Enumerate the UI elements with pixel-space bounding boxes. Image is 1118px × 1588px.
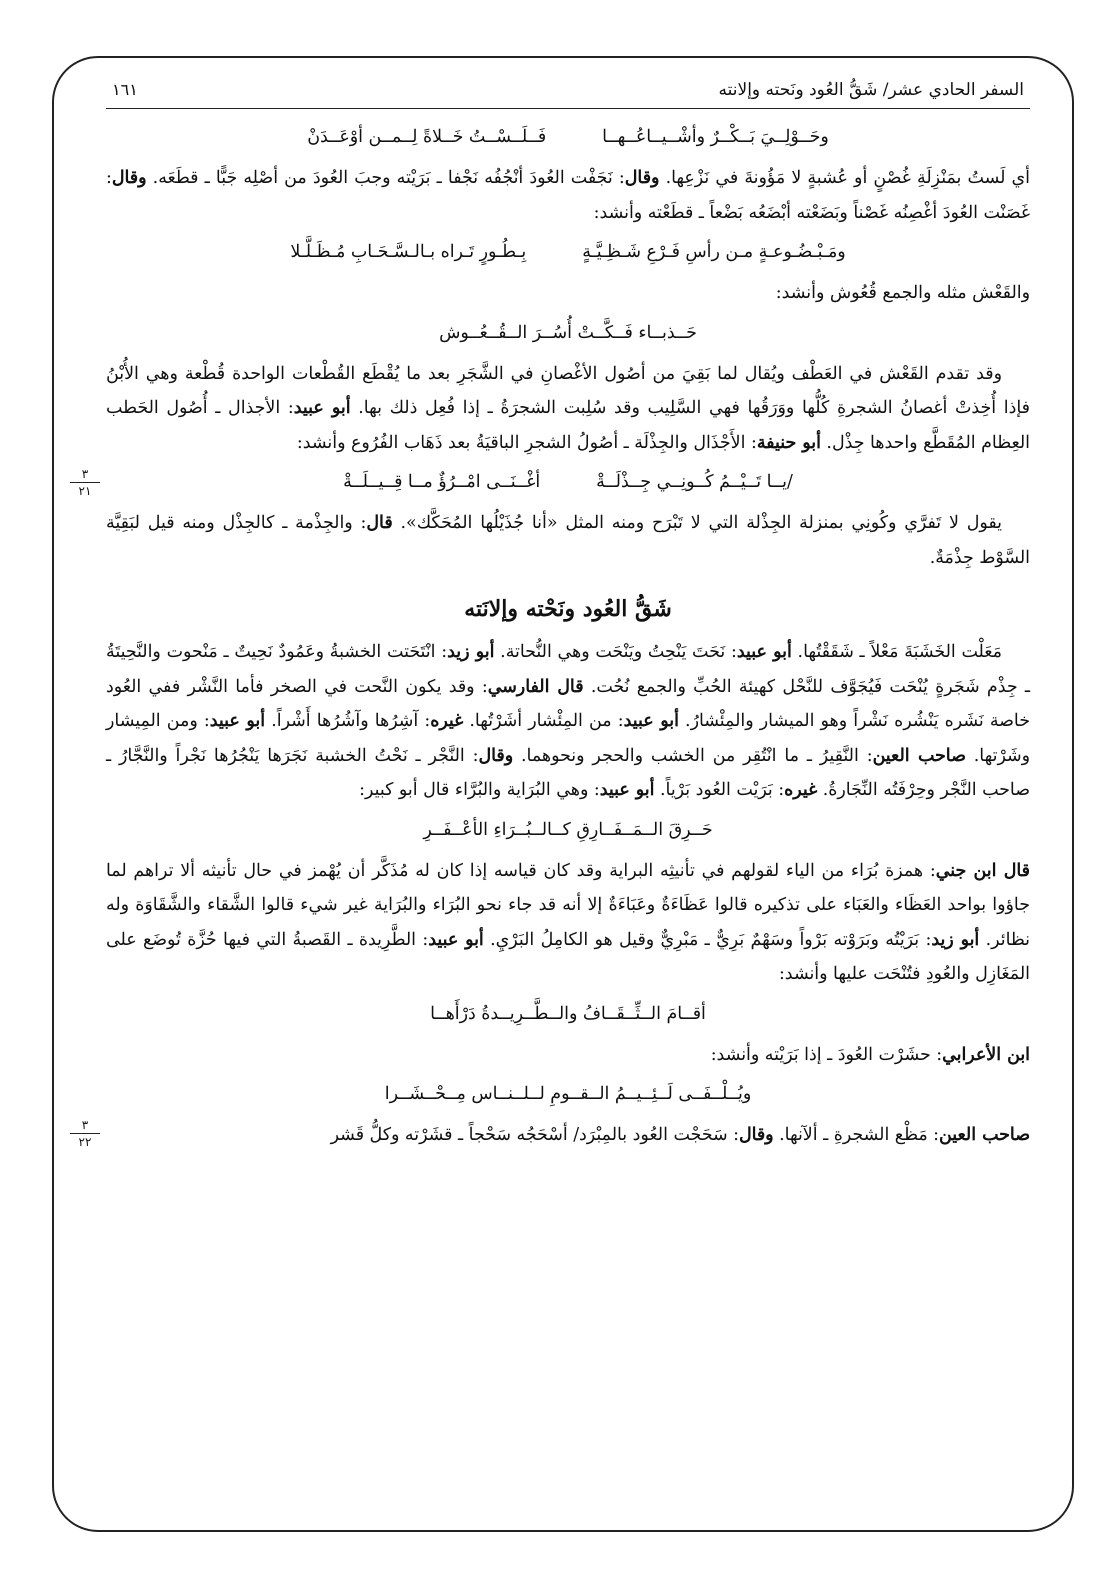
prose-text: : نَحَتَ يَنْحِتُ ويَنْحَت وهي النُّحاتة. (494, 642, 737, 662)
prose-text: : بَرَيْت العُود بَرْياً. (654, 780, 785, 800)
folio-volume: ٣ (70, 468, 100, 483)
prose-text: وقد تقدم القَعْش في العَطْف ويُقال لما بَقِيَ من أصُول الأغْصانِ في الشَّجَرِ بعد ما يُقْطَع القُطْعات الواحدة قُطْعة وهي الأُبْنُ فإذا أُخِذتْ أغصانُ الشجرةِ كُلُّها ووَرَقُها فهي السَّلِيب وقد سُلِبت الشجرَةُ ـ إذا فُعِل ذلك بها. (106, 363, 1030, 418)
verse-hemistich-first: وحَــوْلِــيَ بَــكْــرٌ وأشْــيــاعُــهــا (602, 127, 829, 147)
section-heading: شَقُّ العُود ونَحْته وإلانَته (464, 596, 672, 622)
document-body (106, 109, 1030, 1153)
verse-hemistich: حَــذبــاء فَــكَّــتْ أُسُــرَ الــقُــعُــوش (439, 322, 697, 343)
prose-text: : حشَرْت العُودَ ـ إذا بَرَيْته وأنشد: (710, 1044, 943, 1065)
prose-text: : همزة بُرَاء من الياء لقولهم في تأنيثِه البراية وقد كان قياسه إذا كان له مُذَكَّر أن يُهْمز في حال تأنيثه ألا تراهم لما جاؤوا بواحد العَظَاء والعَبَاء على تذكيره قالوا عَظَاءَةٌ وعَبَاءَةٌ إلا أنه قد جاء نحو البُرَاء والبُرَاية غير شيء قالوا الشَّقاء والشَّقَاوَة وله نظائر. (106, 860, 1031, 950)
verse-hemistich-first: ومَـبْـضُـوعـةٍ مـن رأسِ فَـرْعِ شَـظِـيَّـةٍ (582, 242, 846, 262)
verse-line (106, 315, 1030, 351)
verse-line (106, 1076, 1030, 1112)
verse-hemistich-first: /يــا تَــيْــمُ كُــونِــي جِــذْلَــةْ (596, 472, 793, 492)
prose-text: : نَجَفْت العُودَ أنْجُفُه نَجْفا ـ بَرَيْته وجبَ العُودَ من أصْلِه جَبًّا ـ قطَعَه. (146, 168, 625, 188)
verse-line (106, 812, 1030, 848)
prose-text: : انْتَحَتت الخشبةُ وعَمُودٌ نَحِيتٌ ـ مَنْحوت والنَّحِيتَةُ ـ جِذْم شَجَرةٍ يُنْحَت فَيُجَوَّف للنَّحْل كهيئة الحُبِّ والجمع نُحُت. (106, 642, 1030, 697)
prose-text: : والجِذْمة ـ كالجِذْل ومنه قيل لبَقِيَّة السَّوْط جِذْمَةٌ. (106, 513, 1030, 568)
prose-text: : وقد يكون النَّحت في الصخر فأما النَّشْر ففي العُود خاصة نَشَره يَنْشُره نَشْراً وهو الميشار والمِئْشارُ. (106, 676, 1030, 731)
speaker-name: وقال (111, 168, 147, 188)
prose-paragraph (106, 1038, 1030, 1073)
speaker-name: أبو عبيد (428, 929, 484, 950)
prose-text: : وهي البُرَاية والبُرَّاء قال أبو كبير: (359, 780, 600, 800)
verse-hemistich-second: أغْــنَــى امْــرُؤٌ مــا قِــيــلَــةْ (343, 472, 541, 492)
prose-text: : النَّجْر ـ نَحْتُ الخشبة نَجَرَها يَنْجُرُها نَجْراً والنَّجَّارُ ـ صاحب النَّجْر وحِرْفَتُه النِّجَارةُ. (106, 745, 1030, 800)
prose-text: : سَحَجْت العُود بالمِبْرَد/ أسْحَجُه سَحْجاً ـ قشَرْته وكلُّ قَشر (330, 1125, 739, 1145)
speaker-name: ابن الأعرابي (942, 1044, 1030, 1065)
speaker-name: صاحب العين (939, 1125, 1030, 1145)
speaker-name: أبو عبيد (599, 780, 655, 800)
speaker-name: أبو زيد (447, 642, 495, 662)
prose-paragraph (106, 276, 1030, 311)
verse-hemistich-second: بِـطُـورٍ تَـراه بـالـسَّـحَـابِ مُـظَـلَّـلا (290, 242, 527, 262)
speaker-name: أبو عبيد (623, 711, 679, 731)
verse-hemistich-second: فَــلَــسْــتُ خَــلاةً لِــمــن أوْعَــدَنْ (307, 127, 547, 147)
speaker-name: قال (366, 513, 393, 533)
prose-paragraph (106, 506, 1030, 575)
prose-text: : آشِرُها وآشُرُها أَشْراً. (265, 711, 431, 731)
prose-text: : من المِئْشار أشَرْتُها. (463, 711, 624, 731)
folio-volume: ٣ (70, 1119, 100, 1134)
prose-text: : الأجذال ـ أُصُول الحَطب العِظام المُقَطَّع واحدها جِذْل. (106, 398, 1030, 453)
speaker-name: أبو حنيفة (756, 432, 821, 453)
verse-hemistich: أقــامَ الــثِّــقَــافُ والــطَّــرِيــدةُ دَرْأَهــا (430, 1003, 706, 1024)
prose-text: : ومن المِيشار وشَرْتها. (106, 711, 1031, 766)
prose-paragraph (106, 1118, 1030, 1153)
speaker-name: غيره (784, 780, 818, 800)
prose-text: مَعَلْت الخَشَبَةَ مَعْلاً ـ شَقَقْتُها. (791, 642, 1002, 662)
verse-line (106, 119, 1030, 155)
prose-text: : النَّقِيرُ ـ ما انْتُقِر من الخشب والحجر ونحوهما. (513, 745, 873, 766)
speaker-name: وقال (478, 745, 514, 766)
speaker-name: غيره (430, 711, 464, 731)
prose-text: : غَصَنْت العُودَ أغْصِنُه غَصْناً وبَضَعْته أبْضَعُه بَضْعاً ـ قطَعْته وأنشد: (106, 168, 1030, 223)
prose-text: : الأَجْذَال والجِذْلَة ـ أصُولُ الشجرِ الباقيَةُ بعد ذَهَاب الفُرُوع وأنشد: (296, 432, 757, 453)
manuscript-folio-note (70, 1119, 100, 1148)
running-header (106, 80, 1030, 109)
running-title: السفر الحادي عشر/ شَقُّ العُود ونَحته وإلانته (718, 80, 1024, 100)
verse-hemistich: حَــرِقَ الــمَــفَــارِقِ كــالــبُــرَاءِ الأعْــفَــرِ (423, 819, 713, 840)
prose-paragraph (106, 161, 1030, 230)
speaker-name: قال ابن جني (935, 860, 1030, 881)
speaker-name: قال الفارسي (487, 676, 584, 697)
verse-line (106, 464, 1030, 500)
prose-text: أي لَستُ بمَنْزِلَةِ غُصْنٍ أو عُشبةٍ لا مَؤُونةَ في نَزْعِها. (659, 168, 1030, 188)
document-page (106, 80, 1030, 1153)
speaker-name: أبو زيد (931, 929, 980, 950)
prose-text: : مَظْع الشجرةِ ـ ألآنها. (773, 1125, 940, 1145)
verse-line (106, 234, 1030, 270)
speaker-name: أبو عبيد (209, 711, 266, 731)
prose-text: يقول لا تَفرَّي وكُونِي بمنزلة الجِذْلة التي لا تَبْرَح ومنه المثل «أنا جُذَيْلُها المُحَكَّك». (392, 513, 1002, 533)
prose-paragraph (106, 854, 1030, 992)
speaker-name: وقال (738, 1125, 774, 1145)
manuscript-folio-note (70, 468, 100, 497)
prose-text: : بَرَيْتُه وبَرَوْته بَرْواً وسَهْمٌ بَرِيٌّ ـ مَبْرِيٌّ وقيل هو الكامِلُ البَرْيِ. (483, 929, 932, 950)
speaker-name: أبو عبيد (736, 642, 792, 662)
speaker-name: وقال (624, 168, 660, 188)
verse-line (106, 996, 1030, 1032)
prose-paragraph (106, 357, 1030, 461)
prose-text: والقَعْش مثله والجمع قُعُوش وأنشد: (775, 283, 1030, 303)
speaker-name: صاحب العين (872, 745, 966, 766)
folio-leaf: ٢٢ (78, 1134, 92, 1149)
page-number: ١٦١ (112, 80, 138, 99)
prose-paragraph (106, 635, 1030, 808)
verse-hemistich: ويُــلْــفَــى لَــئِــيــمُ الــقــومِ لــلــنــاس مِــحْــشَــرا (384, 1084, 752, 1104)
prose-text: : الطَّرِيدة ـ القَصبةُ التي فيها حُزَّة تُوضَع على المَغَازِل والعُودِ فتُنْحَت عليها وأنشد: (106, 929, 1030, 984)
folio-leaf: ٢١ (78, 484, 92, 498)
speaker-name: أبو عبيد (293, 398, 351, 418)
